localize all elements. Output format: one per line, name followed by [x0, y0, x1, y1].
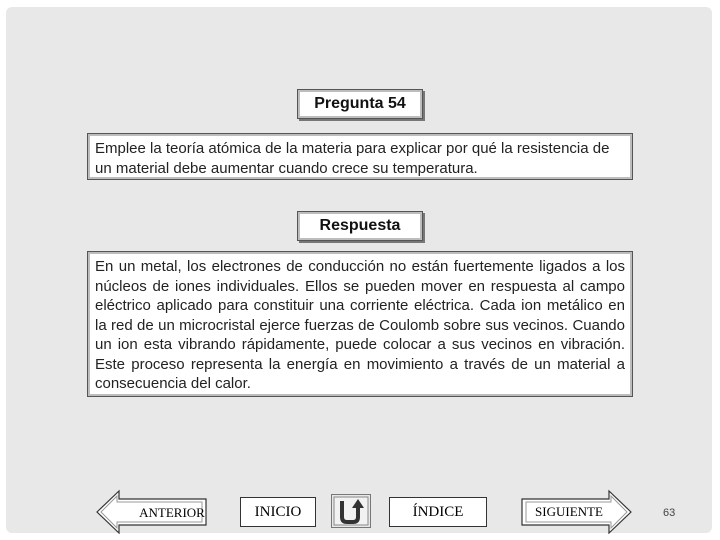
next-label: SIGUIENTE	[535, 504, 603, 519]
home-label: INICIO	[254, 503, 302, 520]
next-button[interactable]	[520, 489, 632, 535]
question-title	[297, 89, 423, 119]
home-button[interactable]	[240, 497, 316, 527]
index-button[interactable]	[389, 497, 487, 527]
answer-text: En un metal, los electrones de conducción no están fuertemente ligados a los núcleos de iones individuales. Ellos se pueden mover en respuesta al campo eléctrico aplicado para constituir una corriente eléctrica. Cada ion metálico en la red de un microcristal ejerce fuerzas de Coulomb sobre sus vecinos. Cuando un ion esta vibrando rápidamente, puede colocar a sus vecinos en vibración. Este proceso representa la energía en movimiento a través de un material a consecuencia del calor.	[95, 258, 625, 392]
page-number: 63	[663, 507, 676, 519]
index-label: ÍNDICE	[412, 503, 464, 520]
return-arrow-icon	[332, 495, 370, 527]
question-title-text: Pregunta 54	[314, 95, 406, 112]
answer-title-text: Respuesta	[319, 217, 401, 234]
prev-button[interactable]	[96, 489, 208, 535]
return-button[interactable]	[331, 494, 371, 528]
answer-text-box	[87, 251, 633, 397]
question-text: Emplee la teoría atómica de la materia para explicar por qué la resistencia de un material debe aumentar cuando crece su temperatura.	[95, 140, 610, 177]
answer-title	[297, 211, 423, 241]
question-text-box	[87, 133, 633, 180]
prev-label: ANTERIOR	[139, 505, 205, 520]
